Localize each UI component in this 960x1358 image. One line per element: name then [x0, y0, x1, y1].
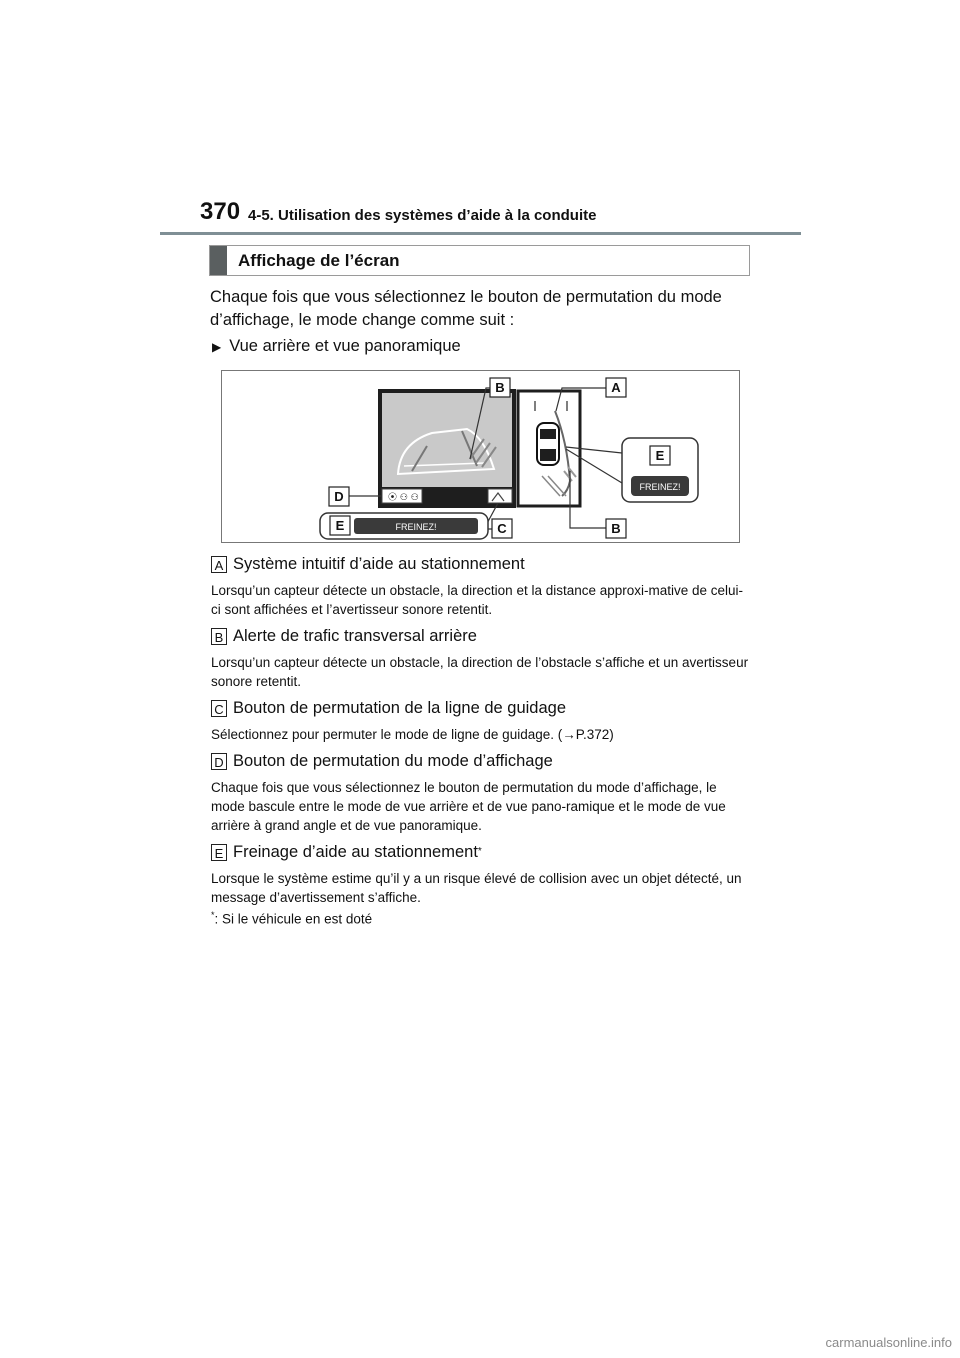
item-description: Chaque fois que vous sélectionnez le bouton de permutation du mode d’affichage, le mode bascule entre le mode de vue arrière et de vue pano-ramique et le mode de vue arrière à grand angle et de vue panoramique.	[211, 780, 726, 833]
item-letter-badge: C	[211, 700, 227, 717]
svg-text:C: C	[497, 521, 507, 536]
item-b	[211, 625, 751, 691]
item-letter-badge: B	[211, 628, 227, 645]
chapter-title: 4-5. Utilisation des systèmes d’aide à la conduite	[248, 207, 597, 224]
item-description: Sélectionnez pour permuter le mode de ligne de guidage. (→P.372)	[211, 727, 614, 742]
item-description: Lorsqu’un capteur détecte un obstacle, la direction de l’obstacle s’affiche et un avertisseur sonore retentit.	[211, 655, 749, 689]
item-letter-badge: E	[211, 844, 227, 861]
item-title: Freinage d’aide au stationnement	[233, 843, 478, 861]
header-divider	[160, 232, 801, 235]
footnote-text: : Si le véhicule en est doté	[214, 911, 373, 927]
section-title: Affichage de l’écran	[238, 251, 400, 270]
item-letter-badge: A	[211, 556, 227, 573]
item-description: Lorsque le système estime qu’il y a un risque élevé de collision avec un objet détecté, un message d’avertissement s’affiche.	[211, 871, 742, 905]
item-title: Système intuitif d’aide au stationnement	[233, 555, 525, 573]
item-letter-badge: D	[211, 753, 227, 770]
svg-text:D: D	[334, 489, 344, 504]
page-number: 370	[200, 198, 241, 225]
svg-text:B: B	[611, 521, 621, 536]
mode-bullet	[212, 337, 461, 356]
item-title: Alerte de trafic transversal arrière	[233, 627, 477, 645]
svg-text:⦿ ⚇ ⚇: ⦿ ⚇ ⚇	[388, 493, 419, 503]
footnote-mark: *	[211, 910, 215, 920]
item-a	[211, 553, 751, 619]
item-c	[211, 697, 751, 744]
footnote	[211, 910, 372, 927]
brake-warning-zoom-text: FREINEZ!	[639, 482, 681, 492]
item-e	[211, 841, 751, 907]
svg-text:B: B	[495, 380, 505, 395]
item-title: Bouton de permutation de la ligne de guidage	[233, 699, 567, 717]
triangle-bullet-icon: ▶	[212, 340, 222, 354]
item-description: Lorsqu’un capteur détecte un obstacle, la direction et la distance approxi-mative de celui-ci sont affichées et l’avertisseur sonore retentit.	[211, 583, 744, 617]
watermark: carmanualsonline.info	[825, 1335, 952, 1350]
svg-text:E: E	[655, 448, 665, 463]
svg-text:E: E	[335, 518, 345, 533]
section-intro: Chaque fois que vous sélectionnez le bouton de permutation du mode d’affichage, le mode change comme suit :	[210, 288, 722, 329]
section-heading-tab	[210, 246, 227, 275]
item-d	[211, 750, 751, 835]
svg-text:A: A	[611, 380, 621, 395]
display-illustration	[221, 370, 740, 543]
item-title: Bouton de permutation du mode d’affichage	[233, 752, 553, 770]
section-heading-box	[209, 245, 750, 276]
item-title-mark: *	[477, 846, 482, 857]
display-illustration-svg	[222, 371, 741, 544]
mode-bullet-label: Vue arrière et vue panoramique	[229, 337, 461, 355]
brake-warning-main-text: FREINEZ!	[395, 522, 437, 532]
